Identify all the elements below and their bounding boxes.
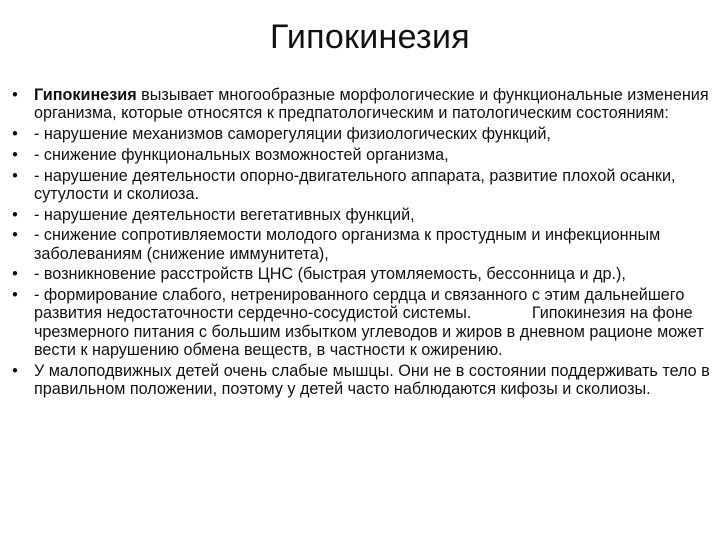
bullet-icon: • — [12, 226, 18, 245]
list-item — [8, 362, 714, 398]
list-item — [8, 125, 714, 143]
bullet-icon: • — [12, 205, 18, 224]
list-item-text: - нарушение деятельности опорно-двигательного аппарата, развитие плохой осанки, сутулости и сколиоза. — [34, 166, 676, 203]
bullet-icon: • — [12, 286, 18, 305]
bullet-icon: • — [12, 145, 18, 164]
list-item — [8, 286, 714, 359]
bullet-icon: • — [12, 166, 18, 185]
list-item-text: - нарушение деятельности вегетативных функций, — [34, 205, 415, 224]
list-item-continuation: Гипокинезия на фоне чрезмерного питания с большим избытком углеводов и жиров в дневном рационе может вести к нарушению обмена веществ, в частности к ожирению. — [34, 304, 704, 359]
bullet-icon: • — [12, 361, 18, 380]
list-item — [8, 146, 714, 164]
list-item — [8, 206, 714, 224]
list-item-text: - возникновение расстройств ЦНС (быстрая утомляемость, бессонница и др.), — [34, 265, 626, 284]
bullet-icon: • — [12, 86, 18, 104]
bullet-icon: • — [12, 265, 18, 284]
list-item-text: - нарушение механизмов саморегуляции физиологических функций, — [34, 125, 551, 143]
list-item — [8, 226, 714, 262]
list-item-text: У малоподвижных детей очень слабые мышцы. Они не в состоянии поддерживать тело в правильном положении, поэтому у детей часто наблюдаются кифозы и сколиозы. — [34, 361, 710, 398]
bullet-icon: • — [12, 125, 18, 143]
list-item — [8, 167, 714, 203]
list-item — [8, 265, 714, 283]
bullet-list — [8, 86, 714, 401]
slide-title: Гипокинезия — [270, 18, 470, 56]
list-item-text: - снижение функциональных возможностей организма, — [34, 145, 449, 164]
term-highlight: Гипокинезия — [34, 86, 137, 104]
list-item-text: - формирование слабого, нетренированного сердца и связанного с этим дальнейшего развития недостаточности сердечно-сосудистой системы. — [34, 286, 685, 323]
list-item — [8, 86, 714, 122]
list-item-text: вызывает многообразные морфологические и функциональные изменения организма, которые относятся к предпатологическим и патологическим состояниям: — [34, 86, 709, 123]
list-item-text: - снижение сопротивляемости молодого организма к простудным и инфекционным заболеваниям (снижение иммунитета), — [34, 226, 661, 263]
